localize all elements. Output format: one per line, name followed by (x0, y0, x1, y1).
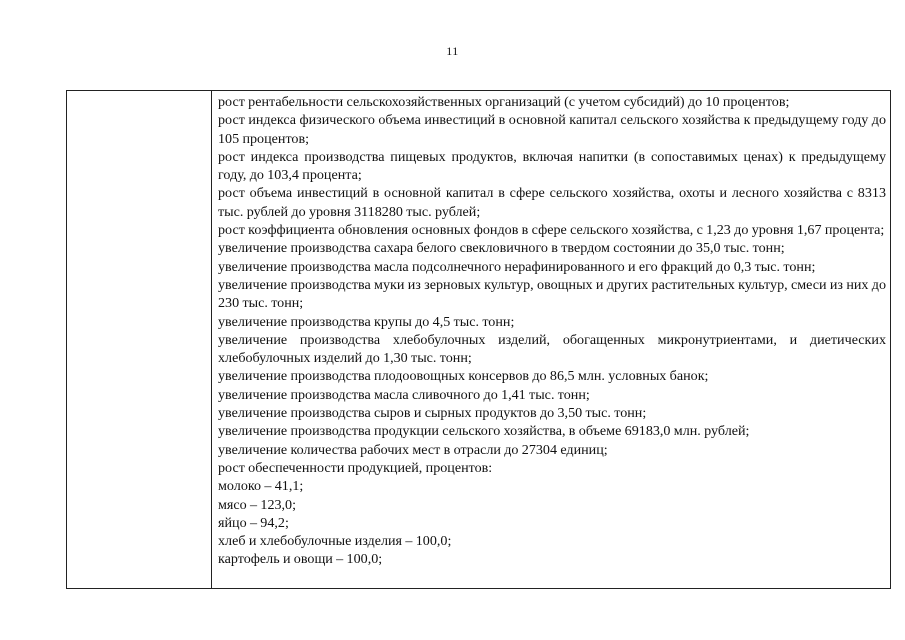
list-item: увеличение производства сыров и сырных продуктов до 3,50 тыс. тонн; (218, 405, 647, 422)
list-item: рост рентабельности сельскохозяйственных организаций (с учетом субсидий) до 10 процентов; (218, 94, 790, 110)
page-number: 11 (446, 44, 459, 58)
list-item: увеличение производства масла сливочного до 1,41 тыс. тонн; (218, 386, 590, 403)
list-item: рост объема инвестиций в основной капитал в сфере сельского хозяйства, охоты и лесного хозяйства с 8313 тыс. рублей до уровня 3118280 тыс. рублей; (218, 185, 886, 220)
list-item: хлеб и хлебобулочные изделия – 100,0; (218, 533, 452, 550)
list-item: увеличение количества рабочих мест в отрасли до 27304 единиц; (218, 441, 608, 458)
list-item: рост коэффициента обновления основных фондов в сфере сельского хозяйства, с 1,23 до уровня 1,67 процента; (218, 222, 885, 239)
list-item: яйцо – 94,2; (218, 514, 289, 531)
list-item: увеличение производства масла подсолнечного нерафинированного и его фракций до 0,3 тыс. тонн; (218, 258, 816, 275)
table-right-column (212, 91, 890, 588)
list-item: увеличение производства крупы до 4,5 тыс. тонн; (218, 313, 515, 330)
list-item: рост индекса производства пищевых продуктов, включая напитки (в сопоставимых ценах) к предыдущему году, до 103,4 процента; (218, 148, 886, 184)
list-item: молоко – 41,1; (218, 478, 304, 495)
list-item: рост обеспеченности продукцией, процентов: (218, 459, 493, 476)
list-item: увеличение производства хлебобулочных изделий, обогащенных микронутриентами, и диетических хлебобулочных изделий до 1,30 тыс. тонн; (218, 331, 886, 367)
list-item: увеличение производства муки из зерновых культур, овощных и других растительных культур, смеси из них до 230 тыс. тонн; (218, 276, 886, 312)
list-item: рост индекса физического объема инвестиций в основной капитал сельского хозяйства к предыдущему году до 105 процентов; (218, 112, 886, 147)
list-item: мясо – 123,0; (218, 496, 297, 513)
table-left-column (67, 91, 212, 588)
list-item: увеличение производства плодоовощных консервов до 86,5 млн. условных банок; (218, 368, 709, 385)
list-item: увеличение производства сахара белого свекловичного в твердом состоянии до 35,0 тыс. тонн; (218, 240, 785, 257)
list-item: увеличение производства продукции сельского хозяйства, в объеме 69183,0 млн. рублей; (218, 423, 750, 440)
document-table (66, 90, 891, 589)
list-item: картофель и овощи – 100,0; (218, 551, 383, 568)
